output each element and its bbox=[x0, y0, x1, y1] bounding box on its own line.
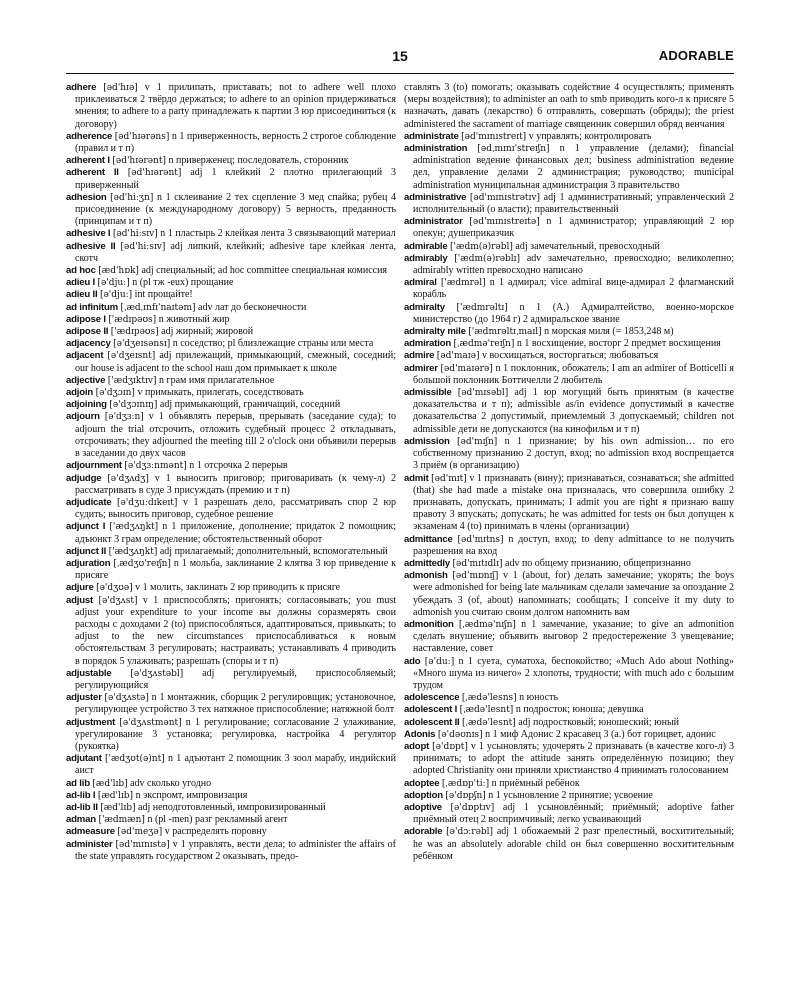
dictionary-entry bbox=[404, 252, 734, 277]
entry-headword: adjoin bbox=[66, 387, 94, 399]
entry-headword: adjunct II bbox=[66, 545, 107, 557]
entry-transcription: [ə'dɒpʃn] bbox=[445, 790, 486, 801]
entry-headword: adjustable bbox=[66, 667, 112, 679]
dictionary-entry bbox=[66, 240, 396, 265]
entry-definition: v примыкать, прилегать, соседствовать bbox=[134, 387, 304, 399]
dictionary-entry bbox=[404, 655, 734, 693]
entry-definition: adj замечательный, превосходный bbox=[512, 240, 660, 252]
entry-transcription: [ə'dʒʌst] bbox=[98, 595, 138, 606]
entry-transcription: [ə'dʒʌdʒ] bbox=[107, 473, 149, 484]
dictionary-entry bbox=[404, 301, 734, 326]
entry-definition: adj 1 юр могущий быть принятым (в качестве доказательства и т п); admissible as/in evidence допустимый в качестве доказательства 2 допустимый, приемлемый 3 допускаемый; children not admissible дети не допускаются (на кинофильм и т п) bbox=[413, 387, 734, 435]
entry-transcription: [ə'dəʊnɪs] bbox=[437, 729, 483, 740]
dictionary-entry bbox=[404, 826, 734, 863]
dictionary-entry bbox=[66, 801, 396, 814]
entry-headword: adoptive bbox=[404, 801, 442, 813]
entry-transcription: ['ædmrəltɪ] bbox=[456, 302, 508, 313]
entry-transcription: [ə'dʒɔɪn] bbox=[95, 388, 135, 399]
dictionary-entry bbox=[66, 82, 396, 131]
entry-transcription: [ə'dʒuːdɪkeɪt] bbox=[117, 497, 178, 508]
dictionary-entry bbox=[404, 533, 734, 558]
entry-transcription: [ə'dɒpt] bbox=[432, 741, 468, 752]
entry-headword: adopt bbox=[404, 740, 430, 752]
entry-headword: admissible bbox=[404, 387, 452, 399]
entry-definition: int прощайте! bbox=[132, 289, 193, 301]
dictionary-entry bbox=[404, 801, 734, 826]
entry-transcription: [æd'lɪb] bbox=[92, 778, 128, 789]
entry-definition: v 1 приспособлять; пригонять; согласовывать; you must adjust your expenditure to your income вы должны соразмерять свои расходы с доходами 2 (to) приспособляться, адаптироваться, привыкать; to adjust to the new circumstances приспосабливаться к новым обстоятельствам 3 регулировать; настраивать; устанавливать 4 приводить в порядок 5 улаживать; разрешать (споры и т п) bbox=[75, 594, 396, 667]
dictionary-entry bbox=[66, 582, 396, 594]
entry-transcription: [ˌædə'lesns] bbox=[461, 693, 517, 704]
entry-transcription: ['ædmrəltɪˌmaɪl] bbox=[468, 327, 542, 338]
entry-definition: n 1 адмирал; vice admiral вице-адмирал 2 флагманский корабль bbox=[413, 277, 734, 301]
entry-headword: admiralty bbox=[404, 301, 445, 313]
entry-headword: admiralty mile bbox=[404, 326, 466, 338]
entry-transcription: [əd'mɪnɪstreɪt] bbox=[461, 131, 527, 142]
entry-definition: v 1 управлять, вести дела; to administer the affairs of the state управлять государством 2 оказывать, предо- bbox=[75, 838, 396, 862]
entry-headword: administer bbox=[66, 838, 113, 850]
entry-definition: v 1 молить, заклинать 2 юр приводить к присяге bbox=[132, 582, 341, 594]
entry-transcription: [əd'hɪərəns] bbox=[114, 131, 170, 142]
entry-transcription: [əd'mɪt] bbox=[431, 473, 467, 484]
entry-headword: admirably bbox=[404, 252, 448, 264]
dictionary-entry bbox=[66, 753, 396, 777]
dictionary-entry bbox=[66, 667, 396, 692]
entry-transcription: [æd'lɪb] bbox=[97, 790, 134, 801]
entry-headword: administrative bbox=[404, 191, 467, 203]
entry-definition: n 1 управление (делами); financial administration ведение финансовых дел; business administration ведение дел, управление делами 2 администрация; руководство; municipal administration муниципальная администрация 3 правительство bbox=[413, 143, 734, 191]
dictionary-entry bbox=[66, 692, 396, 716]
dictionary-entry bbox=[404, 692, 734, 704]
entry-definition: adj липкий, клейкий; adhesive tape клейкая лента, скотч bbox=[75, 240, 396, 264]
entry-definition: n 1 (A.) Адмиралтейство, военно-морское министерство (до 1964 г) 2 адмиральское звание bbox=[413, 301, 734, 325]
entry-transcription: ['ædm(ə)rəbl] bbox=[450, 241, 513, 252]
entry-transcription: ['ædɪpəʊs] bbox=[108, 314, 157, 325]
dictionary-entry bbox=[66, 155, 396, 167]
entry-definition: n экспромт, импровизация bbox=[133, 789, 248, 801]
dictionary-entry bbox=[404, 362, 734, 387]
entry-definition: n 1 регулирование; согласование 2 улаживание, урегулирование 3 установка; регулировка, настройка 4 регулятор (рукоятка) bbox=[75, 716, 396, 752]
entry-headword: adjudicate bbox=[66, 496, 112, 508]
entry-headword: adherent II bbox=[66, 167, 119, 179]
entry-definition: adj специальный; ad hoc committee специальная комиссия bbox=[138, 265, 388, 277]
entry-headword: adoption bbox=[404, 789, 443, 801]
entry-transcription: [əd'mɒnɪʃ] bbox=[452, 571, 499, 582]
entry-headword: adjacency bbox=[66, 338, 111, 350]
page-number: 15 bbox=[392, 48, 408, 64]
entry-headword: adherence bbox=[66, 130, 113, 142]
dictionary-entry bbox=[66, 326, 396, 338]
entry-transcription: [əd'mɪnɪstreɪtə] bbox=[469, 217, 540, 228]
entry-definition: n 1 отсрочка 2 перерыв bbox=[186, 460, 288, 472]
entry-transcription: [əd'hiːsɪv] bbox=[120, 241, 166, 252]
dictionary-entry bbox=[404, 338, 734, 350]
entry-headword: admittedly bbox=[404, 557, 450, 569]
entry-headword: administration bbox=[404, 143, 468, 155]
entry-headword: ad-lib I bbox=[66, 789, 96, 801]
entry-definition: n животный жир bbox=[156, 313, 230, 325]
entry-definition: adj жирный; жировой bbox=[158, 326, 254, 338]
entry-transcription: [əd'mɪtns] bbox=[457, 534, 504, 545]
entry-transcription: [æd'hɒk] bbox=[98, 266, 139, 277]
entry-transcription: [əd'hiːsɪv] bbox=[112, 229, 158, 240]
entry-definition: v 1 прилипать, приставать; not to adhere well плохо приклеиваться 2 твёрдо держаться; to adhere to an opinion придерживаться мнения; to adhere to a party принадлежать к партии 3 юр присоединиться (к договору) bbox=[75, 82, 396, 130]
entry-headword: admirable bbox=[404, 240, 448, 252]
entry-definition: n подросток; юноша; девушка bbox=[513, 704, 644, 716]
dictionary-entry bbox=[66, 338, 396, 350]
entry-definition: n 1 пластырь 2 клейкая лента 3 связывающий материал bbox=[157, 228, 396, 240]
entry-transcription: [ədˌmɪnɪ'streɪʃn] bbox=[477, 144, 550, 155]
dictionary-entry bbox=[404, 716, 734, 729]
entry-definition: n морская миля (= 1853,248 м) bbox=[541, 326, 674, 338]
entry-transcription: ['ædmæn] bbox=[98, 815, 145, 826]
entry-headword: adjournment bbox=[66, 460, 122, 472]
entry-headword: adhere bbox=[66, 82, 97, 93]
entry-transcription: [əd'hiːʒn] bbox=[110, 192, 154, 203]
entry-headword: adhesive II bbox=[66, 240, 116, 252]
entry-definition: n 1 замечание, указание; to give an admonition сделать внушение; объявить выговор 2 предостережение 3 увещевание; наставление, совет bbox=[413, 618, 734, 655]
entry-transcription: [əd'hɪə] bbox=[103, 83, 138, 93]
entry-definition: ставлять 3 (to) помогать; оказывать содействие 4 осуществлять; применять (меры воздействия); to administer an oath to smb приводить кого-л к присяге 5 назначать, давать (лекарство) 6 отправлять, совершать (обряды); the priest administered the sacrament of marriage священник совершил обряд венчания bbox=[404, 82, 734, 130]
entry-definition: adj прилагаемый; дополнительный, вспомогательный bbox=[157, 545, 388, 557]
entry-headword: adoptee bbox=[404, 777, 440, 789]
dictionary-entry bbox=[66, 228, 396, 240]
entry-definition: adj подростковый; юношеский; юный bbox=[515, 716, 680, 728]
dictionary-entry bbox=[404, 728, 734, 741]
entry-transcription: [əd'maɪərə] bbox=[440, 363, 493, 374]
dictionary-entry bbox=[404, 618, 734, 656]
entry-definition: n 1 признание; by his own admission… по его собственному признанию 2 доступ, вход; no admission вход воспрещается 3 приём (в организацию) bbox=[413, 435, 734, 472]
entry-definition: n 1 усыновление 2 принятие; усвоение bbox=[485, 789, 653, 801]
entry-headword: admonition bbox=[404, 618, 454, 630]
entry-definition: v управлять; контролировать bbox=[526, 130, 652, 142]
entry-definition: n 1 приложение, дополнение; придаток 2 помощник; адъюнкт 3 грам определение; обстоятельственный оборот bbox=[75, 521, 396, 545]
dictionary-entry bbox=[66, 277, 396, 289]
entry-headword: Adonis bbox=[404, 728, 436, 740]
dictionary-entry bbox=[404, 191, 734, 216]
entry-transcription: [ə'dʒɜːnmənt] bbox=[124, 461, 187, 472]
entry-transcription: [ə'dʒɔɪnɪŋ] bbox=[109, 400, 158, 411]
entry-definition: n 1 монтажник, сборщик 2 регулировщик; установочное, регулирующее устройство 3 тех натяжное приспособление; натяжной болт bbox=[75, 692, 396, 716]
entry-transcription: [ˌædə'lesnt] bbox=[459, 705, 514, 716]
entry-headword: adolescent I bbox=[404, 704, 458, 716]
entry-definition: n приверженец; последователь, сторонник bbox=[166, 155, 349, 167]
entry-definition: n приёмный ребёнок bbox=[489, 777, 580, 789]
entry-headword: adolescent II bbox=[404, 716, 460, 728]
entry-definition: v 1 разрешать дело, рассматривать спор 2 юр судить; выносить приговор, судебное решение bbox=[75, 496, 396, 521]
dictionary-entry bbox=[404, 777, 734, 790]
entry-headword: adhesion bbox=[66, 191, 107, 203]
entry-transcription: [ˌædɒp'tiː] bbox=[441, 778, 490, 789]
entry-headword: ad lib bbox=[66, 777, 90, 789]
entry-definition: adj прилежащий, примыкающий, смежный, соседний; our house is adjacent to the school наш дом примыкает к школе bbox=[75, 350, 396, 374]
entry-transcription: [ˌædmə'reɪʃn] bbox=[453, 339, 515, 350]
entry-definition: v 1 выносить приговор; приговаривать (к чему-л) 2 рассматривать в суде 3 присуждать (премию и т п) bbox=[75, 472, 396, 496]
entry-headword: adjective bbox=[66, 374, 106, 386]
entry-definition: adj 1 клейкий 2 плотно прилегающий 3 приверженный bbox=[75, 167, 396, 191]
entry-definition: v распределять поровну bbox=[162, 826, 267, 838]
dictionary-entry bbox=[404, 570, 734, 619]
entry-transcription: [əd'mɪnɪstə] bbox=[115, 839, 170, 850]
dictionary-entry bbox=[66, 777, 396, 790]
dictionary-entry bbox=[404, 435, 734, 473]
entry-definition: v 1 признавать (вину); признаваться, сознаваться; she admitted (that) she had made a mistake она призналась, что совершила ошибку 2 признавать, допускать, принимать; I admit you are right я признаю вашу правоту 3 впускать; допускать; he was admitted for tests он был допущен к экзаменам 4 (to) принимать в члены (организации) bbox=[413, 472, 734, 533]
entry-transcription: [əd'mɪʃn] bbox=[457, 436, 498, 447]
dictionary-entry bbox=[66, 789, 396, 802]
entry-transcription: [əd'hɪərənt] bbox=[112, 156, 166, 167]
entry-headword: adhesive I bbox=[66, 228, 111, 240]
dictionary-entry bbox=[404, 350, 734, 362]
entry-headword: adjutant bbox=[66, 753, 102, 765]
entry-headword: adjuster bbox=[66, 692, 102, 704]
dictionary-entry bbox=[66, 826, 396, 838]
entry-definition: n 1 администратор; управляющий 2 юр опекун; душеприказчик bbox=[413, 216, 734, 240]
entry-transcription: [ˌædə'lesnt] bbox=[462, 717, 516, 728]
dictionary-entry bbox=[404, 704, 734, 716]
dictionary-entry bbox=[66, 399, 396, 411]
dictionary-entry bbox=[66, 472, 396, 497]
dictionary-entry bbox=[66, 289, 396, 301]
entry-definition: n 1 адъютант 2 помощник 3 зоол марабу, индийский аист bbox=[75, 753, 396, 777]
dictionary-entry bbox=[404, 557, 734, 570]
entry-transcription: [ˌædˌɪnfɪ'naɪtəm] bbox=[120, 302, 196, 313]
entry-transcription: [ə'duː] bbox=[424, 656, 455, 667]
entry-headword: ado bbox=[404, 655, 421, 667]
entry-transcription: [ə'dʒʌstə] bbox=[104, 693, 149, 704]
entry-transcription: ['ædʒʌŋkt] bbox=[108, 546, 158, 557]
entry-headword: adorable bbox=[404, 826, 443, 838]
entry-transcription: [ə'dʒʌstəbl] bbox=[130, 668, 184, 679]
entry-definition: adj 1 усыновлённый; приёмный; adoptive father приёмный отец 2 воспримчивый; легко усваивающий bbox=[413, 801, 734, 826]
entry-headword: administrate bbox=[404, 130, 459, 142]
dictionary-entry bbox=[404, 240, 734, 253]
entry-definition: adj 1 обожаемый 2 разг прелестный, восхитительный; he was an absolutely adorable child он был совершенно восхитительным ребёнком bbox=[413, 826, 734, 862]
entry-transcription: ['ædʒʌŋkt] bbox=[109, 522, 159, 533]
entry-definition: n доступ, вход; to deny admittance to не получить разрешения на вход bbox=[413, 533, 734, 557]
entry-headword: adjunct I bbox=[66, 521, 106, 533]
dictionary-entry bbox=[404, 277, 734, 301]
entry-transcription: [ə'dʒeɪsnt] bbox=[107, 351, 156, 362]
entry-headword: adjacent bbox=[66, 350, 104, 362]
entry-headword: admiration bbox=[404, 338, 452, 350]
running-head: ADORABLE bbox=[658, 48, 734, 63]
entry-definition: adj примыкающий, граничащий, соседний bbox=[157, 399, 341, 411]
entry-transcription: [əd'mɪsəbl] bbox=[457, 388, 509, 399]
entry-headword: adieu II bbox=[66, 289, 98, 301]
entry-definition: adj неподготовленный, импровизированный bbox=[135, 801, 326, 813]
dictionary-entry bbox=[404, 387, 734, 436]
entry-definition: n 1 суета, суматоха, беспокойство; «Much Ado about Nothing» «Много шума из ничего» 2 хлопоты, трудности; with much ado с большим трудом bbox=[413, 655, 734, 691]
entry-transcription: ['ædm(ə)rəblɪ] bbox=[454, 253, 521, 264]
entry-definition: n грам имя прилагательное bbox=[156, 374, 275, 386]
dictionary-entry bbox=[66, 387, 396, 399]
entry-definition: v 1 усыновлять; удочерять 2 признавать (в качестве кого-л) 3 принимать; to adopt the attitude занять определённую позицию; they adopted Christianity они приняли христианство 4 принимать голосованием bbox=[413, 740, 734, 777]
entry-headword: admeasure bbox=[66, 826, 115, 838]
dictionary-entry bbox=[66, 350, 396, 374]
entry-transcription: [æd'lɪb] bbox=[100, 802, 136, 813]
entry-transcription: [ə'djuː] bbox=[99, 290, 133, 301]
entry-definition: v 1 объявлять перерыв, прерывать (заседание суда); to adjourn the trial отсрочить, отложить судебный процесс 2 откладывать, отсрочивать; they adjourned the meeting till 2 o'clock они объявили перерыв в заседании до двух часов bbox=[75, 411, 396, 460]
dictionary-entry bbox=[404, 740, 734, 778]
entry-definition: n 1 мольба, заклинание 2 клятва 3 юр приведение к присяге bbox=[75, 557, 396, 582]
dictionary-entry bbox=[404, 143, 734, 192]
dictionary-entry bbox=[404, 789, 734, 802]
entry-definition: n 1 поклонник, обожатель; I am an admirer of Botticelli я большой поклонник Боттичелли 2 любитель bbox=[413, 362, 734, 386]
entry-definition: adj 1 административный; управленческий 2 исполнительный (о власти); правительственный bbox=[413, 191, 734, 216]
right-column bbox=[404, 82, 734, 982]
entry-transcription: [ˌædʒʊ'reɪʃn] bbox=[113, 558, 171, 569]
dictionary-entry bbox=[66, 191, 396, 229]
entry-definition: n 1 восхищение, восторг 2 предмет восхищения bbox=[514, 338, 721, 350]
entry-transcription: [ə'dɔːrəbl] bbox=[446, 827, 494, 838]
entry-transcription: [əd'hɪərənt] bbox=[127, 168, 182, 179]
entry-definition: adv сколько угодно bbox=[127, 777, 212, 789]
dictionary-entry bbox=[404, 326, 734, 338]
entry-transcription: [əd'mɪtɪdlɪ] bbox=[452, 558, 503, 569]
entry-transcription: ['ædmrəl] bbox=[440, 278, 486, 289]
entry-transcription: [ə'djuː] bbox=[97, 278, 130, 289]
entry-definition: n 1 склеивание 2 тех сцепление 3 мед спайка; рубец 4 присоединение (к международному договору) 5 верность, преданность (принципам и т п) bbox=[75, 191, 396, 228]
entry-headword: adjuration bbox=[66, 557, 111, 569]
left-column bbox=[66, 82, 396, 982]
entry-headword: adherent I bbox=[66, 155, 110, 167]
dictionary-entry bbox=[66, 814, 396, 826]
entry-headword: adjure bbox=[66, 582, 94, 594]
dictionary-entry bbox=[66, 496, 396, 521]
dictionary-entry bbox=[66, 411, 396, 460]
dictionary-entry bbox=[66, 130, 396, 155]
dictionary-entry bbox=[66, 521, 396, 545]
entry-definition: adv замечательно, превосходно; великолепно; admirably written превосходно написано bbox=[413, 252, 734, 277]
entry-definition: v 1 (about, for) делать замечание; укорять; the boys were admonished for being late мальчикам сделали замечание за опоздание 2 убеждать 3 (of, about) напоминать; сообщать; I conceive it my duty to admonish you считаю своим долгом напомнить вам bbox=[413, 570, 734, 618]
entry-headword: admirer bbox=[404, 362, 438, 374]
entry-headword: adieu I bbox=[66, 277, 95, 289]
dictionary-entry bbox=[404, 82, 734, 131]
dictionary-entry bbox=[66, 460, 396, 472]
entry-transcription: [əd'mɪnɪstrətɪv] bbox=[469, 192, 541, 203]
entry-transcription: [əd'maɪə] bbox=[436, 351, 480, 362]
entry-headword: adman bbox=[66, 814, 96, 826]
dictionary-entry bbox=[66, 716, 396, 754]
entry-definition: v восхищаться, восторгаться; любоваться bbox=[479, 350, 659, 362]
entry-definition: n (pl тж -eux) прощание bbox=[129, 277, 234, 289]
entry-headword: adjust bbox=[66, 594, 94, 606]
entry-headword: ad hoc bbox=[66, 265, 96, 277]
entry-headword: adipose II bbox=[66, 326, 109, 338]
dictionary-entry bbox=[404, 472, 734, 534]
entry-headword: admit bbox=[404, 472, 429, 484]
dictionary-entry bbox=[404, 216, 734, 240]
entry-headword: adjoining bbox=[66, 399, 107, 411]
entry-headword: administrator bbox=[404, 216, 463, 228]
entry-definition: n 1 миф Адонис 2 красавец 3 (a.) бот горицвет, адонис bbox=[482, 728, 716, 740]
entry-headword: admission bbox=[404, 435, 450, 447]
dictionary-entry bbox=[66, 301, 396, 314]
dictionary-entry bbox=[66, 545, 396, 558]
entry-transcription: [ə'dʒeɪsənsɪ] bbox=[113, 339, 171, 350]
entry-transcription: [ə'dʒɜːn] bbox=[104, 412, 144, 423]
entry-definition: n соседство; pl близлежащие страны или места bbox=[170, 338, 374, 350]
dictionary-entry bbox=[66, 167, 396, 191]
entry-transcription: ['ædʒʊt(ə)nt] bbox=[104, 754, 165, 765]
entry-transcription: [ə'dʒʌstmənt] bbox=[119, 717, 182, 728]
entry-headword: adjustment bbox=[66, 716, 116, 728]
entry-headword: admittance bbox=[404, 533, 453, 545]
dictionary-entry bbox=[66, 594, 396, 668]
dictionary-entry bbox=[66, 557, 396, 582]
dictionary-entry bbox=[66, 374, 396, 387]
entry-transcription: ['ædʒɪktɪv] bbox=[107, 375, 157, 386]
entry-definition: n (pl -men) разг рекламный агент bbox=[144, 814, 288, 826]
entry-transcription: [ə'dɒptɪv] bbox=[450, 802, 495, 813]
dictionary-entry bbox=[404, 130, 734, 143]
entry-transcription: [əd'meʒə] bbox=[117, 827, 163, 838]
entry-definition: n 1 приверженность, верность 2 строгое соблюдение (правил и т п) bbox=[75, 130, 396, 155]
entry-headword: admonish bbox=[404, 570, 448, 582]
entry-definition: adv лат до бесконечности bbox=[195, 301, 307, 313]
entry-definition: adj регулируемый, приспособляемый; регулирующийся bbox=[75, 667, 396, 691]
entry-transcription: [ˌædmə'nɪʃn] bbox=[458, 619, 516, 630]
page-header bbox=[66, 46, 734, 70]
entry-headword: adipose I bbox=[66, 313, 106, 325]
entry-definition: adv по общему признанию, общепризнанно bbox=[502, 557, 691, 569]
entry-headword: ad-lib II bbox=[66, 801, 98, 813]
entry-headword: ad infinitum bbox=[66, 301, 118, 313]
entry-headword: adolescence bbox=[404, 692, 460, 704]
entry-headword: admiral bbox=[404, 277, 437, 289]
dictionary-entry bbox=[66, 313, 396, 326]
entry-headword: adjourn bbox=[66, 411, 100, 423]
entry-headword: admire bbox=[404, 350, 435, 362]
entry-transcription: ['ædɪpəʊs] bbox=[110, 327, 159, 338]
dictionary-entry bbox=[66, 838, 396, 863]
dictionary-entry bbox=[66, 265, 396, 277]
header-rule bbox=[66, 73, 734, 74]
entry-definition: n юность bbox=[516, 692, 559, 704]
entry-headword: adjudge bbox=[66, 472, 102, 484]
entry-transcription: [ə'dʒʊə] bbox=[96, 583, 133, 594]
